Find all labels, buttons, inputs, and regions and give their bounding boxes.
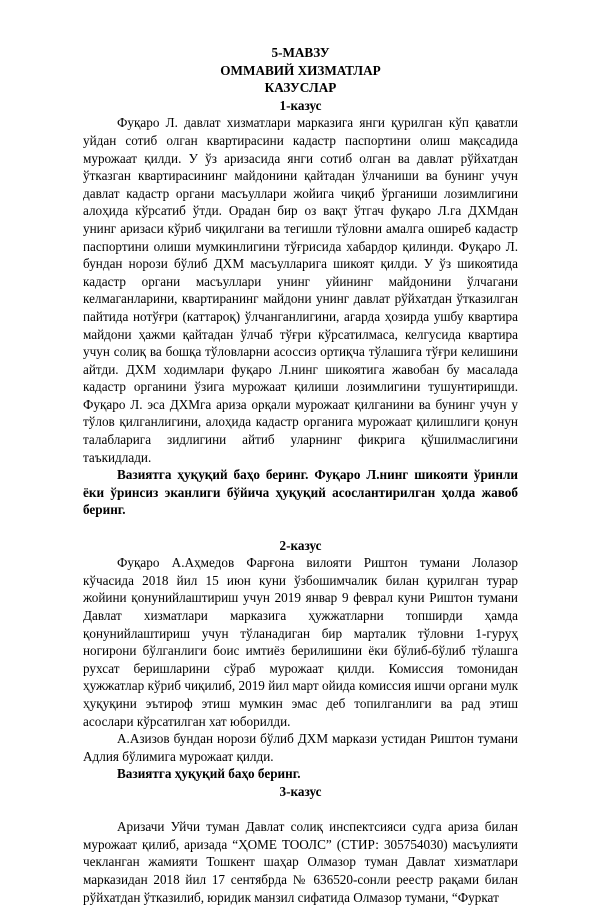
- case-3: [83, 783, 518, 906]
- case-2: [83, 537, 518, 783]
- spacer: [83, 519, 518, 537]
- case-2-task: Вазиятга ҳуқуқий баҳо беринг.: [117, 766, 301, 782]
- document-title: ОММАВИЙ ХИЗМАТЛАР: [220, 62, 381, 78]
- case-2-body-1: Фуқаро А.Аҳмедов Фарғона вилояти Риштон тумани Лолазор кўчасида 2018 йил 15 июн куни ўзбошимчалик билан қурилган турар жойини қонунийлаштириш учун 2019 январ 9 феврал куни Риштон тумани Давлат хизматлари марказига ҳужжатларни топширди ҳамда қонунийлаштириш учун тўланадиган бир марталик тўловни 1-гуруҳ ногирони бўлганлиги боис имтиёз берилишини ёки бўлиб-бўлиб тўлашга рухсат беришларини сўраб мурожаат қилди. Комиссия томонидан ҳужжатлар кўриб чиқилиб, 2019 йил март ойида комиссия ишчи органи мулк ҳуқуқини эътироф этиш мумкин эмас деб топилганлиги ва рад этиш асослари кўрсатилган хат юборилди.: [83, 555, 518, 729]
- document-header: [83, 44, 518, 97]
- spacer: [83, 801, 518, 819]
- case-1-heading: 1-казус: [279, 97, 322, 113]
- document-subtitle: КАЗУСЛАР: [264, 80, 337, 96]
- case-2-body-2: А.Азизов бундан норози бўлиб ДХМ маркази устидан Риштон тумани Адлия бўлимига мурожаат қилди.: [83, 731, 518, 764]
- case-1-body: Фуқаро Л. давлат хизматлари марказига янги қурилган кўп қаватли уйдан сотиб олган квартирасини кадастр паспортини олиш мақсадида мурожаат қилди. У ўз аризасида янги сотиб олган ва давлат рўйхатдан ўтказган квартирасининг майдонини қайтадан ўлчаниши ва бунинг учун давлат кадастр органи масъуллари жойига чиқиб ўрганиши лозимлигини алоҳида кўрсатиб ўтди. Орадан бир оз вақт ўтгач фуқаро Л.га ДХМдан унинг аризаси кўриб чиқилгани ва тегишли тўловни амалга оширеб кадастр паспортини олиши мумкинлигини тўғрисида хабардор қилинди. Фуқаро Л. бундан норози бўлиб ДХМ масъулларига шикоят қилди. У ўз шикоятида кадастр органи масъуллари унинг уйининг майдонини ўлчагани келмаганларини, квартиранинг майдони унинг давлат рўйхатдан ўтказилган пайтида нотўғри (каттароқ) ўлчанганлигини, агарда ҳозирда ушбу квартира майдони ҳажми қайтадан ўлчаб тўғри кўрсатилмаса, келгусида квартира учун солиқ ва бошқа тўловларни асоссиз ортиқча тўлашига тўғри келишини айтди. ДХМ ходимлари фуқаро Л.нинг шикоятига жавобан бу масалада кадастр органини ўзига мурожаат қилиши лозимлигини тушунтиришди. Фуқаро Л. эса ДХМга ариза орқали мурожаат қилганини ва бунинг учун у тўлов қилганлигини, алоҳида кадастр органига мурожаат қилишлиги қонун талабларига зидлигини айтиб уларнинг фикрига қўшилмаслигини таъкидлади.: [83, 115, 518, 465]
- topic-number: 5-МАВЗУ: [271, 45, 330, 60]
- case-1-task: Вазиятга ҳуқуқий баҳо беринг. Фуқаро Л.нинг шикояти ўринли ёки ўринсиз эканлиги бўйича ҳуқуқий асослантирилган ҳолда жавоб беринг.: [83, 467, 518, 518]
- case-3-heading: 3-казус: [279, 783, 322, 799]
- case-2-heading: 2-казус: [279, 537, 322, 553]
- case-1: [83, 97, 518, 519]
- case-3-body: Аризачи Уйчи туман Давлат солиқ инспектсияси судга ариза билан мурожаат қилиб, аризада “ҲОМЕ ТООЛС” (СТИР: 305754030) масъулияти чекланган жамияти Тошкент шаҳар Олмазор туман Давлат хизматлари марказидан 2018 йил 17 сентябрда № 636520-сонли реестр рақами билан рўйхатдан ўтказилиб, юридик манзил сифатида Олмазор тумани, “Фуркат: [83, 819, 518, 905]
